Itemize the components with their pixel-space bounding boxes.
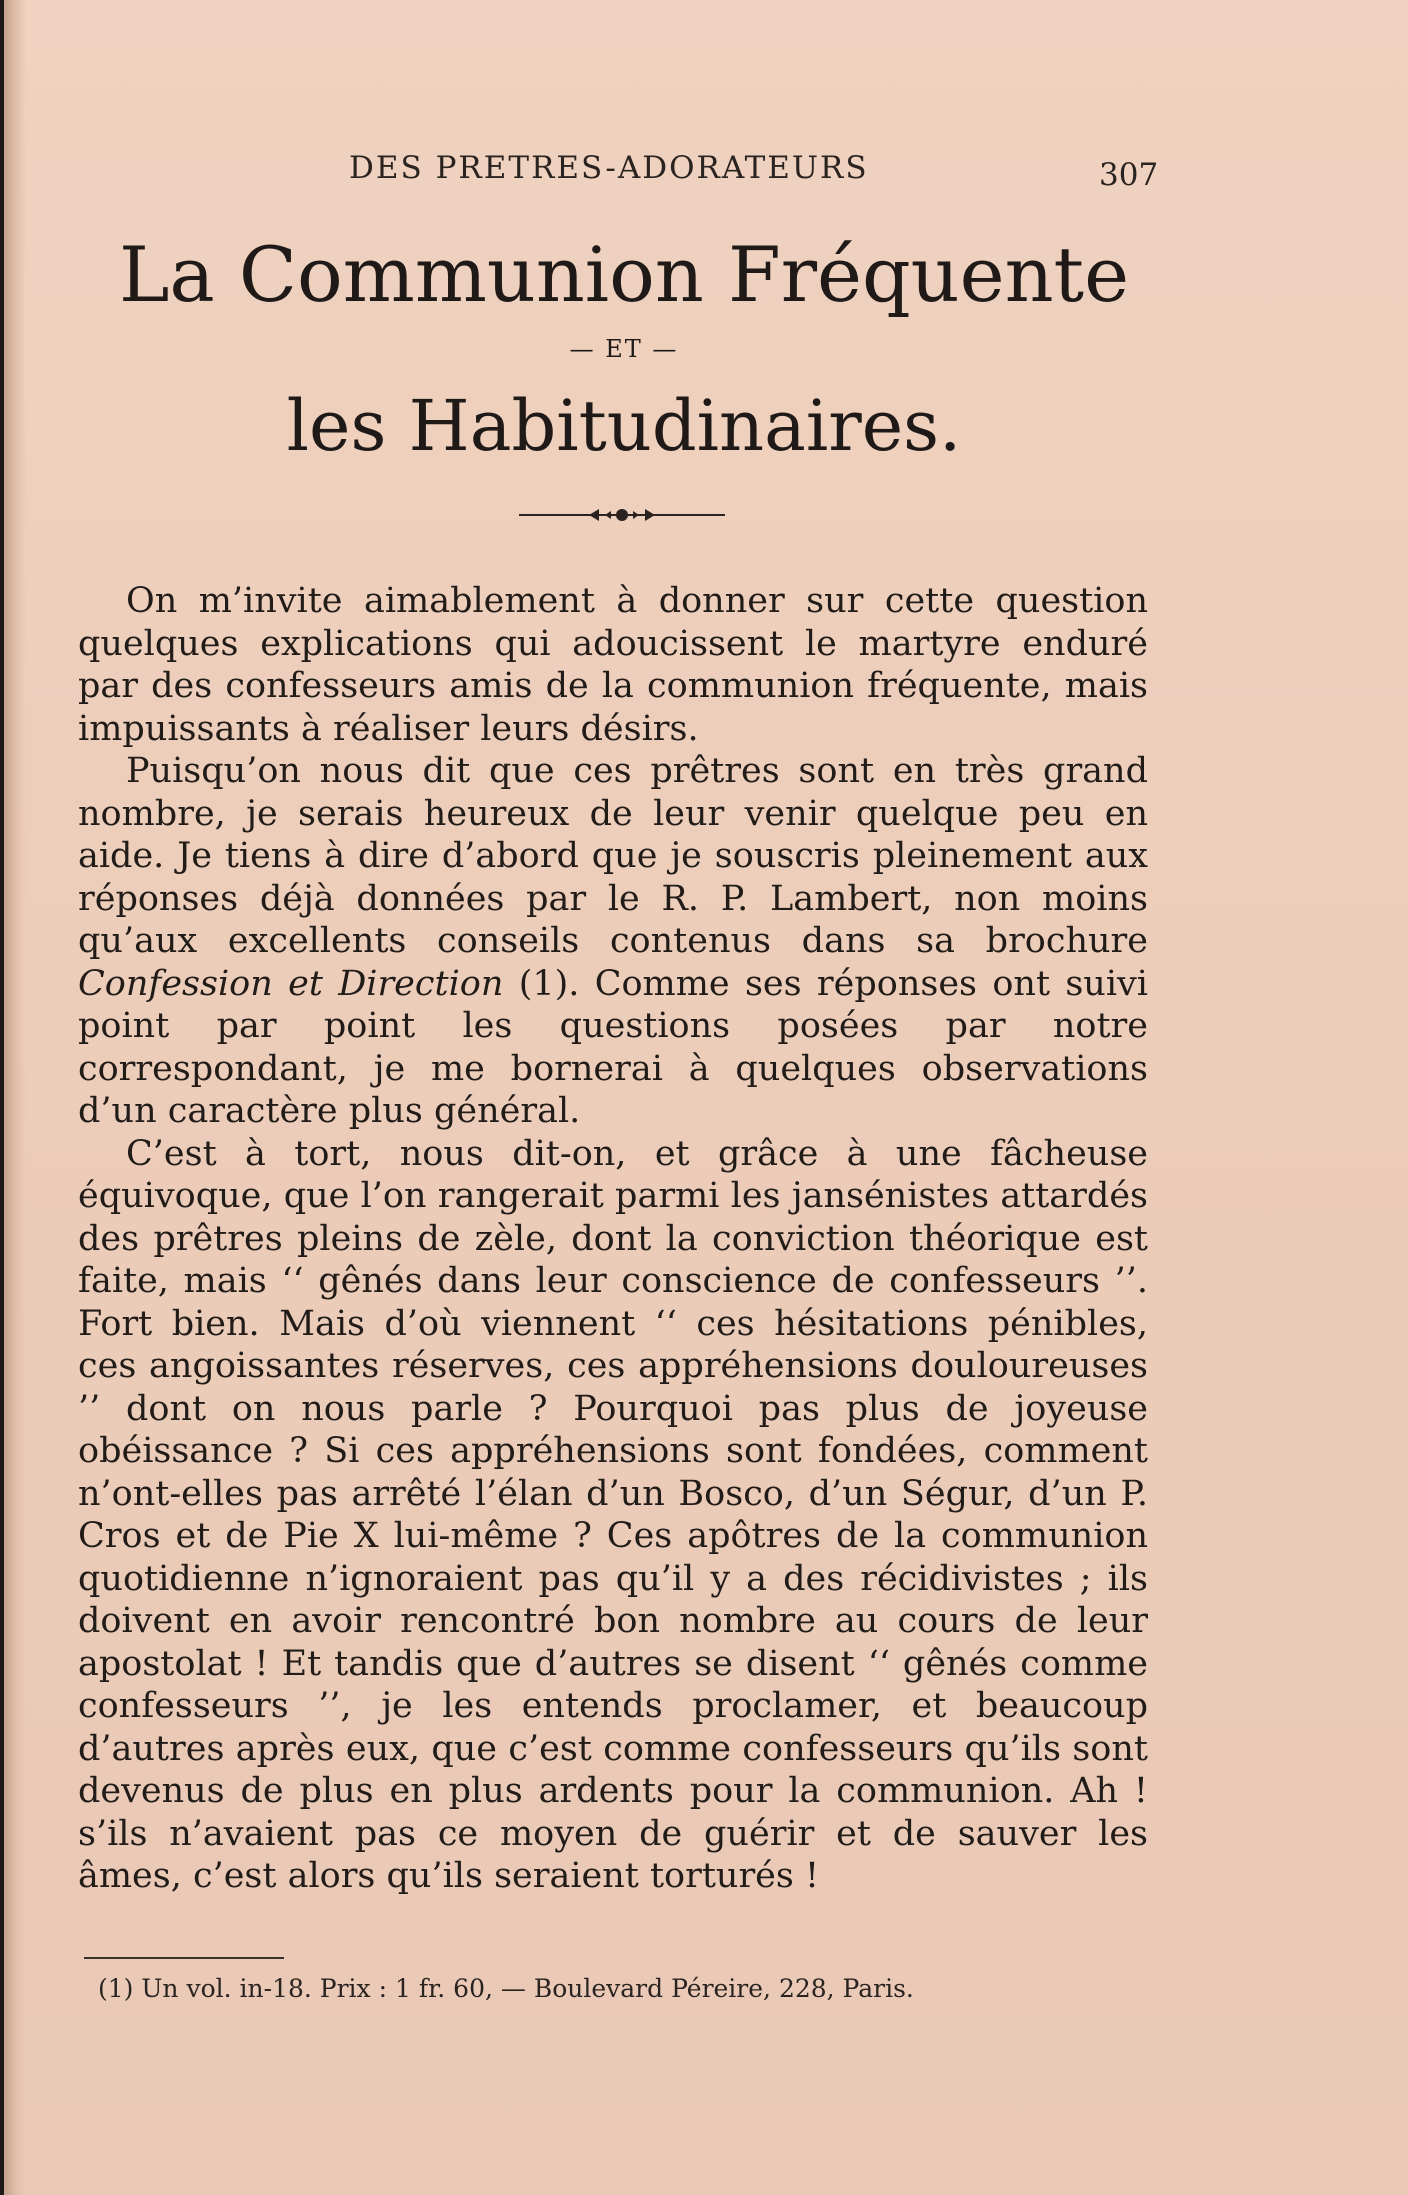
paragraph-2 [78,750,1148,1133]
ornament-divider-icon [519,505,725,525]
article-title-line-2: les Habitudinaires. [286,385,962,467]
article-title-conjunction: — ET — [569,335,679,363]
footnote-rule [84,1957,284,1959]
paragraph-2-text-end: (1). Comme ses réponses ont suivi point par point les questions posées par notre correspondant, je me bornerai à quelques observations d’un caractère plus général. [78,963,1148,1131]
article-body [78,580,1148,1898]
book-title-italic: Confession et Direction [78,963,504,1004]
page-number: 307 [1099,157,1159,193]
book-page [4,0,1408,2195]
article-title-line-1: La Communion Fréquente [118,230,1130,319]
paragraph-1: On m’invite aimablement à donner sur cette question quelques explications qui adoucissent le martyre enduré par des confesseurs amis de la communion fréquente, mais impuissants à réaliser leurs désirs. [78,581,1148,749]
footnote: (1) Un vol. in-18. Prix : 1 fr. 60, — Boulevard Péreire, 228, Paris. [98,1974,914,2003]
paragraph-2-text: Puisqu’on nous dit que ces prêtres sont en très grand nombre, je serais heureux de leur venir quelque peu en aide. Je tiens à dire d’abord que je souscris pleinement aux réponses déjà données par le R. P. Lambert, non moins qu’aux excellents conseils contenus dans sa brochure [78,751,1148,961]
page-binding-edge [4,0,26,2195]
paragraph-3: C’est à tort, nous dit-on, et grâce à une fâcheuse équivoque, que l’on rangerait parmi les jansénistes attardés des prêtres pleins de zèle, dont la conviction théorique est faite, mais ‘‘ gênés dans leur conscience de confesseurs ’’. Fort bien. Mais d’où viennent ‘‘ ces hésitations pénibles, ces angoissantes réserves, ces appréhensions douloureuses ’’ dont on nous parle ? Pourquoi pas plus de joyeuse obéissance ? Si ces appréhensions sont fondées, comment n’ont-elles pas arrêté l’élan d’un Bosco, d’un Ségur, d’un P. Cros et de Pie X lui-même ? Ces apôtres de la communion quotidienne n’ignoraient pas qu’il y a des récidivistes ; ils doivent en avoir rencontré bon nombre au cours de leur apostolat ! Et tandis que d’autres se disent ‘‘ gênés comme confesseurs ’’, je les entends proclamer, et beaucoup d’autres après eux, que c’est comme confesseurs qu’ils sont devenus de plus en plus ardents pour la communion. Ah ! s’ils n’avaient pas ce moyen de guérir et de sauver les âmes, c’est alors qu’ils seraient torturés ! [78,1133,1148,1896]
running-head: DES PRETRES-ADORATEURS [349,150,869,186]
